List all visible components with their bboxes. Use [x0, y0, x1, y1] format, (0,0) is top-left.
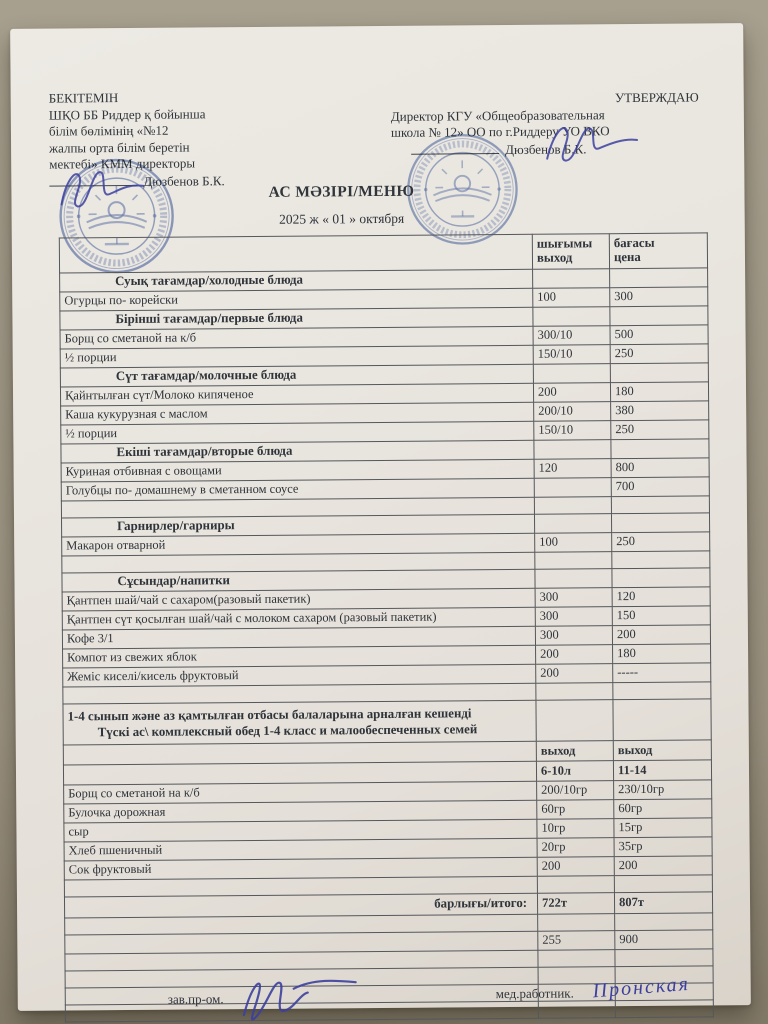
output-cell [536, 683, 613, 701]
price-cell: 180 [610, 382, 708, 402]
approval-left-line: ШҚО ББ Риддер қ бойынша [48, 105, 206, 123]
price-cell [615, 913, 713, 931]
approval-right-line: школа № 12» ОО по г.Риддеру УО ВКО [390, 123, 610, 140]
section-header-cell: Гарнирлер/гарниры [61, 514, 534, 537]
table-header-row [59, 233, 707, 273]
dish-name-cell: Булочка дорожная [64, 800, 537, 823]
output-cell: 6-10л [536, 761, 613, 782]
section-header-line: 1-4 сынып және аз қамтылған отбасы балаларына арналған кешенді [67, 706, 472, 724]
price-cell: 200 [614, 856, 712, 876]
price-cell [611, 496, 709, 514]
price-cell: 807т [614, 892, 712, 914]
dish-name-cell: Қантпен шай/чай с сахаром(разовый пакетик) [62, 588, 535, 611]
output-cell [533, 269, 610, 289]
price-header-line: бағасы [613, 236, 655, 251]
approval-right-heading: УТВЕРЖДАЮ [614, 89, 699, 106]
output-cell [536, 700, 613, 742]
price-cell: 700 [611, 477, 709, 497]
price-cell [612, 551, 710, 569]
output-cell: 300/10 [533, 326, 610, 346]
price-cell: 250 [611, 420, 709, 440]
output-cell: 300 [535, 588, 612, 608]
output-cell: 100 [535, 533, 612, 553]
price-cell [610, 363, 708, 383]
document-title: АС МӘЗІРІ/МЕНЮ [268, 182, 415, 201]
dish-name-cell: Борщ со сметаной на к/б [64, 781, 537, 804]
price-cell: 380 [611, 401, 709, 421]
price-column-header [609, 233, 707, 269]
output-cell: 255 [538, 931, 615, 951]
signer-name: Дюзбенов Б.К. [143, 172, 225, 189]
price-cell [613, 699, 711, 741]
price-cell: 11-14 [613, 760, 711, 781]
dish-name-cell: Қайнтылған сүт/Молоко кипяченое [60, 383, 533, 406]
output-cell [535, 552, 612, 570]
output-cell: 20гр [537, 838, 614, 858]
section-header-line: Түскі ас\ комплексный обед 1-4 класс и малообеспеченных семей [97, 722, 478, 740]
approval-block-left [49, 89, 300, 191]
section-header-cell: Суық тағамдар/холодные блюда [60, 269, 533, 292]
output-header-line: шығымы [536, 236, 593, 251]
output-cell [538, 914, 615, 932]
section-header-cell: Сұсындар/напитки [62, 569, 535, 592]
price-header-line: цена [613, 249, 641, 265]
dish-name-cell: Борщ со сметаной на к/б [60, 326, 533, 349]
price-cell: 120 [612, 587, 710, 607]
section-header-cell [63, 700, 536, 745]
price-cell: 500 [610, 325, 708, 345]
dish-name-cell: Қантпен сүт қосылған шай/чай с молоком сахаром (разовый пакетик) [62, 607, 535, 630]
approval-left-line: мектебі» КММ директоры [49, 155, 196, 172]
price-cell: 15гр [614, 818, 712, 838]
dish-name-cell: ½ порции [60, 345, 533, 368]
price-cell [610, 268, 708, 288]
output-cell [534, 478, 611, 498]
price-cell: 250 [612, 532, 710, 552]
signature-underline [411, 141, 499, 155]
price-cell [612, 568, 710, 588]
footer-left-label: зав.пр-ом. [167, 991, 224, 1007]
output-cell [538, 950, 615, 968]
price-cell: 230/10гр [614, 780, 712, 800]
output-cell: 722т [537, 893, 614, 915]
dish-name-cell: Жеміс киселі/кисель фруктовый [63, 664, 536, 687]
price-cell: 60гр [614, 799, 712, 819]
price-cell: ----- [613, 663, 711, 683]
total-label-cell: барлығы/итого: [64, 893, 537, 918]
section-header-cell: Бірінші тағамдар/первые блюда [60, 307, 533, 330]
price-cell: 35гр [614, 837, 712, 857]
output-cell [535, 569, 612, 589]
dish-name-cell: сыр [64, 819, 537, 842]
output-cell: 200 [536, 664, 613, 684]
output-cell: 200 [537, 857, 614, 877]
output-cell: 200/10 [534, 402, 611, 422]
footer [18, 972, 751, 1024]
output-cell [534, 440, 611, 460]
approval-left-line: жалпы орта білім беретін [49, 138, 190, 156]
dish-name-cell: Куриная отбивная с овощами [61, 459, 534, 482]
menu-table [59, 232, 714, 1022]
output-cell: 100 [533, 288, 610, 308]
signature-underline [49, 172, 137, 186]
dish-name-cell: Компот из свежих яблок [63, 645, 536, 668]
output-cell: 60гр [537, 800, 614, 820]
menu-table-body [60, 268, 714, 1022]
approval-right-signer-line [391, 139, 721, 159]
footer-right-label: мед.работник. [495, 985, 574, 1002]
dish-name-cell: Сок фруктовый [64, 857, 537, 880]
price-cell: выход [613, 740, 711, 761]
output-cell: 150/10 [534, 421, 611, 441]
output-cell: 120 [534, 459, 611, 479]
output-header-line: выход [536, 250, 573, 265]
price-cell [614, 875, 712, 893]
price-cell [615, 949, 713, 967]
price-cell: 250 [610, 344, 708, 364]
output-column-header [532, 234, 609, 270]
output-cell: 200 [533, 383, 610, 403]
dish-column-header [59, 234, 532, 273]
output-cell: 200/10гр [537, 781, 614, 801]
price-cell: 180 [613, 644, 711, 664]
dish-name-cell: Хлеб пшеничный [64, 838, 537, 861]
dish-name-cell: Кофе 3/1 [62, 626, 535, 649]
price-cell: 800 [611, 458, 709, 478]
approval-right-line: Директор КГУ «Общеобразовательная [390, 106, 605, 124]
price-cell [613, 682, 711, 700]
medworker-handwritten-name: Пронская [591, 972, 691, 1003]
price-cell [611, 513, 709, 533]
output-cell: выход [536, 741, 613, 762]
signer-name: Дюзбенов Б.К. [505, 140, 587, 157]
paper-document [10, 23, 751, 1011]
price-cell: 900 [615, 930, 713, 950]
dish-name-cell: Голубцы по- домашнему в сметанном соусе [61, 478, 534, 501]
price-cell: 300 [610, 287, 708, 307]
approval-block-right [391, 89, 722, 159]
price-cell [611, 439, 709, 459]
output-cell [533, 364, 610, 384]
price-cell: 200 [612, 625, 710, 645]
approval-left-line: білім бөлімінің «№12 [48, 122, 169, 139]
output-cell: 150/10 [533, 345, 610, 365]
price-cell: 150 [612, 606, 710, 626]
output-cell [533, 307, 610, 327]
output-cell: 300 [535, 626, 612, 646]
dish-name-cell: Макарон отварной [62, 533, 535, 556]
dish-name-cell: Каша кукурузная с маслом [61, 402, 534, 425]
output-cell [534, 514, 611, 534]
section-header-cell: Екіші тағамдар/вторые блюда [61, 440, 534, 463]
table-row [63, 699, 711, 745]
dish-name-cell: ½ порции [61, 421, 534, 444]
output-cell: 300 [535, 607, 612, 627]
dish-name-cell: Огурцы по- корейски [60, 288, 533, 311]
approval-left-line: БЕКІТЕМІН [48, 90, 119, 106]
output-cell: 10гр [537, 819, 614, 839]
section-header-cell: Сүт тағамдар/молочные блюда [60, 364, 533, 387]
output-cell: 200 [536, 645, 613, 665]
output-cell [534, 497, 611, 515]
output-cell [537, 876, 614, 894]
document-date: 2025 ж « 01 » октября [279, 210, 405, 227]
price-cell [610, 306, 708, 326]
